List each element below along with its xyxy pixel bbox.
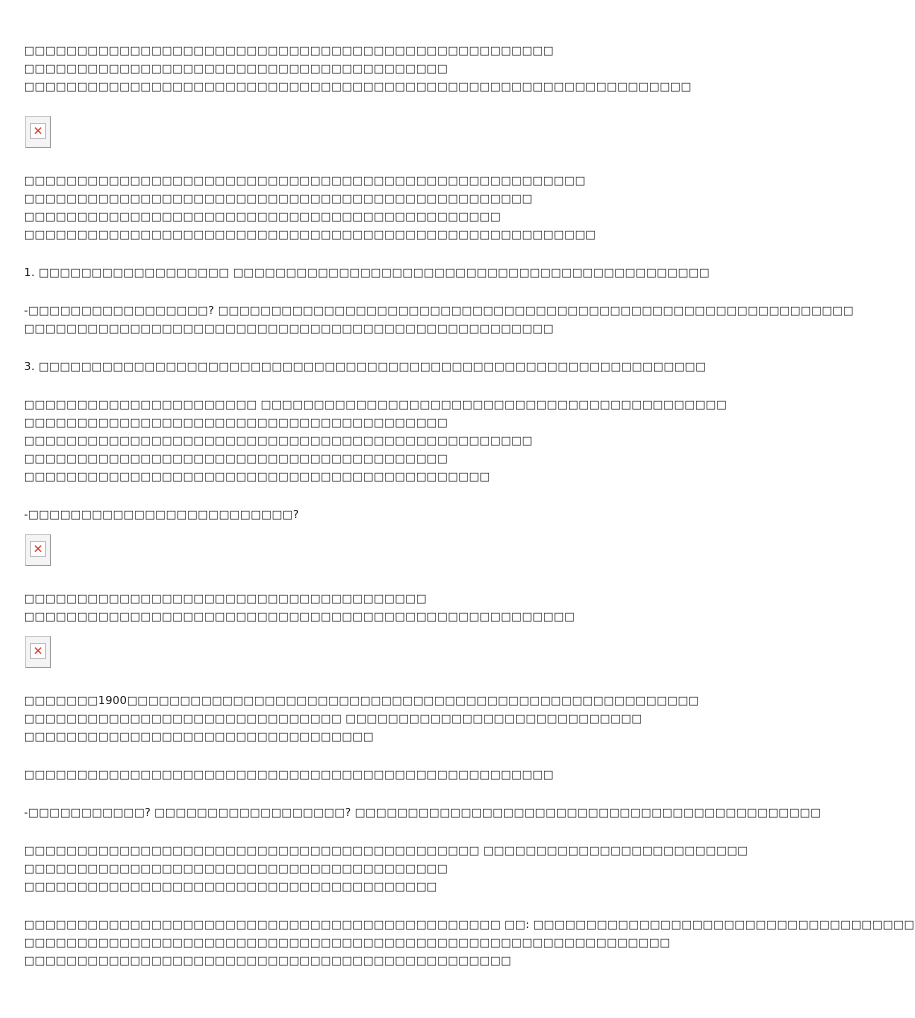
text-line: -□□□□□□□□□□□□□□□□□? □□□□□□□□□□□□□□□□□□□□□□□□□□□□□□□□□□□□□□□□□□□□□□□□□□□□□□□□□□□□ [24, 304, 854, 317]
paragraph-11 [24, 804, 821, 822]
text-line: □□□□□□□□□□□□□□□□□□□□□□□□□□□□□□□□□□□□□□□□□□□□□□□□□□ [24, 768, 554, 781]
text-line: □□□□□□□□□□□□□□□□□□□□□□□□□□□□□□□□□□□□□□□□□□□□□□□□ [24, 434, 533, 447]
broken-image-icon: ✕ [30, 643, 46, 659]
paragraph-13 [24, 916, 915, 970]
broken-image-1 [25, 116, 51, 148]
paragraph-1 [24, 42, 696, 96]
text-line: 3. □□□□□□□□□□□□□□□□□□□□□□□□□□□□□□□□□□□□□□□□□□□□□□□□□□□□□□□□□□□□□□□ [24, 360, 706, 373]
text-line: □□□□□□□□□□□□□□□□□□□□□□□□□□□□□□□□□□□□□□□□□□□□□ □□: □□□□□□□□□□□□□□□□□□□□□□□□□□□□□□□□□□□□ [24, 918, 915, 931]
paragraph-9 [24, 692, 699, 746]
text-line: □□□□□□□□□□□□□□□□□□□□□□□□□□□□□□□□□□□□□□□□ [24, 416, 448, 429]
text-line: □□□□□□□□□□□□□□□□□□□□□□□□□□□□□□□□□□□□□□□□□□□□□□□□□□ [24, 44, 554, 57]
broken-image-2 [25, 534, 51, 566]
text-line: -□□□□□□□□□□□? □□□□□□□□□□□□□□□□□□? □□□□□□□□□□□□□□□□□□□□□□□□□□□□□□□□□□□□□□□□□□□□ [24, 806, 821, 819]
paragraph-10 [24, 766, 696, 784]
text-line: □□□□□□□□□□□□□□□□□□□□□□□□□□□□□□□□□□□□□□□□□□□□□□□□□□□□□□□□□□□□□□□ [24, 80, 692, 93]
text-line: □□□□□□□1900□□□□□□□□□□□□□□□□□□□□□□□□□□□□□□□□□□□□□□□□□□□□□□□□□□□□□□ [24, 694, 699, 707]
text-line: 1. □□□□□□□□□□□□□□□□□□ □□□□□□□□□□□□□□□□□□□□□□□□□□□□□□□□□□□□□□□□□□□□□ [24, 266, 710, 279]
paragraph-6 [24, 396, 727, 486]
paragraph-5 [24, 358, 706, 376]
paragraph-7 [24, 506, 696, 524]
text-line: □□□□□□□□□□□□□□□□□□□□□□□□□□□□□□□□□□□□□□□□□□□ □□□□□□□□□□□□□□□□□□□□□□□□□ [24, 844, 749, 857]
paragraph-3 [24, 264, 710, 282]
text-line: -□□□□□□□□□□□□□□□□□□□□□□□□□? [24, 508, 300, 521]
paragraph-4 [24, 302, 854, 338]
text-line: □□□□□□□□□□□□□□□□□□□□□□□□□□□□□□□□□□□□□□□□□□□□□ [24, 210, 501, 223]
paragraph-8 [24, 590, 696, 626]
text-line: □□□□□□□□□□□□□□□□□□□□□□□□□□□□□□□□□□□□□□□□ [24, 452, 448, 465]
text-line: □□□□□□□□□□□□□□□□□□□□□□□□□□□□□□ □□□□□□□□□□□□□□□□□□□□□□□□□□□□ [24, 712, 643, 725]
text-line: □□□□□□□□□□□□□□□□□□□□□□□□□□□□□□□□□□□□□□□□□□□□ [24, 470, 491, 483]
broken-image-3 [25, 636, 51, 668]
text-line: □□□□□□□□□□□□□□□□□□□□□□□□□□□□□□□□□□□□□□ [24, 592, 427, 605]
text-line: □□□□□□□□□□□□□□□□□□□□□□ □□□□□□□□□□□□□□□□□□□□□□□□□□□□□□□□□□□□□□□□□□□□ [24, 398, 727, 411]
text-line: □□□□□□□□□□□□□□□□□□□□□□□□□□□□□□□□□□□□□□□□□□□□□□□□□□□□ [24, 610, 575, 623]
text-line: □□□□□□□□□□□□□□□□□□□□□□□□□□□□□□□□□ [24, 730, 374, 743]
text-line: □□□□□□□□□□□□□□□□□□□□□□□□□□□□□□□□□□□□□□□□□□□□□□ [24, 954, 512, 967]
paragraph-12 [24, 842, 749, 896]
broken-image-icon: ✕ [30, 123, 46, 139]
broken-image-icon: ✕ [30, 541, 46, 557]
text-line: □□□□□□□□□□□□□□□□□□□□□□□□□□□□□□□□□□□□□□□□□□□□□□□□□□ [24, 322, 554, 335]
text-line: □□□□□□□□□□□□□□□□□□□□□□□□□□□□□□□□□□□□□□□ [24, 880, 438, 893]
text-line: □□□□□□□□□□□□□□□□□□□□□□□□□□□□□□□□□□□□□□□□□□□□□□□□□□□□□ [24, 174, 586, 187]
text-line: □□□□□□□□□□□□□□□□□□□□□□□□□□□□□□□□□□□□□□□□□□□□□□□□□□□□□□ [24, 228, 597, 241]
text-line: □□□□□□□□□□□□□□□□□□□□□□□□□□□□□□□□□□□□□□□□□□□□□□□□□□□□□□□□□□□□□ [24, 936, 671, 949]
text-line: □□□□□□□□□□□□□□□□□□□□□□□□□□□□□□□□□□□□□□□□ [24, 62, 448, 75]
paragraph-2 [24, 172, 696, 244]
text-line: □□□□□□□□□□□□□□□□□□□□□□□□□□□□□□□□□□□□□□□□ [24, 862, 448, 875]
text-line: □□□□□□□□□□□□□□□□□□□□□□□□□□□□□□□□□□□□□□□□□□□□□□□□ [24, 192, 533, 205]
